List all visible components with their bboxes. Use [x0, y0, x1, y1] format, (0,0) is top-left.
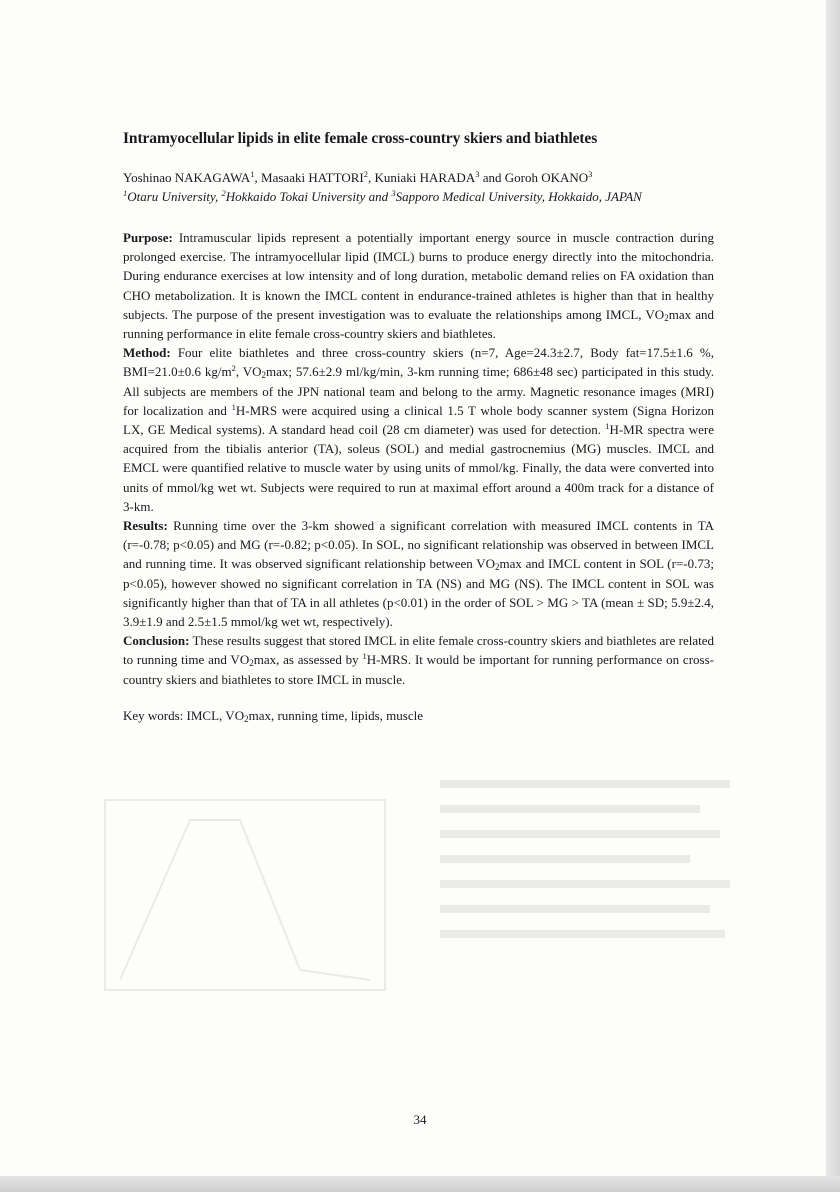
section-heading: Method: [123, 345, 171, 361]
section-text: Running time over the 3-km showed a significant correlation with measured IMCL contents in TA (r=-0.78; p<0.05) and MG (r=-0.82; p<0.05). In SOL, no significant relationship was observed in between IMCL and running time. It was observed significant relationship between VO [123, 518, 714, 572]
superscript: 1 [605, 421, 610, 432]
affiliation-list [123, 187, 714, 206]
section-text: Four elite biathletes and three cross-country skiers (n=7, Age=24.3±2.7, Body fat=17.5±1.6 %, BMI=21.0±0.6 kg/m [123, 345, 714, 380]
section-text: max, as assessed by [253, 652, 363, 668]
subscript: 2 [495, 562, 500, 573]
author-name: Kuniaki HARADA [374, 170, 476, 185]
section-text: , VO [235, 364, 262, 380]
results-section [123, 516, 714, 631]
keywords-text: max, running time, lipids, muscle [248, 707, 423, 723]
scan-edge-right [826, 0, 840, 1192]
author-list [123, 168, 714, 187]
affiliation-marker: 3 [391, 188, 396, 198]
superscript: 1 [362, 651, 367, 662]
affiliation-text: Otaru University, [127, 189, 222, 204]
keywords-text: Key words: IMCL, VO [123, 707, 245, 723]
author-separator: , [367, 170, 375, 185]
section-heading: Conclusion: [123, 633, 190, 649]
author-name: Masaaki HATTORI [261, 170, 364, 185]
section-heading: Purpose: [123, 230, 173, 245]
superscript: 1 [231, 401, 236, 412]
section-text: H-MRS were acquired using a clinical 1.5 T whole body scanner system (Signa Horizon LX, GE Medical systems). A standard head coil (28 cm diameter) was used for detection. [123, 402, 714, 438]
affiliation-text: Sapporo Medical University, Hokkaido, JAPAN [395, 189, 642, 204]
author-affiliation-marker: 1 [250, 169, 255, 179]
affiliation-marker: 2 [221, 188, 226, 198]
bleed-through-figure [100, 780, 740, 1080]
section-text: max; 57.6±2.9 ml/kg/min, 3-km running time; 686±48 sec) participated in this study. All subjects are members of the JPN national team and belong to the army. Magnetic resonance images (MRI) for localization and [123, 364, 714, 418]
subscript: 2 [664, 312, 669, 323]
section-text: max and running performance in elite female cross-country skiers and biathletes. [123, 306, 714, 342]
scan-edge-bottom [0, 1176, 840, 1192]
abstract-body [123, 130, 714, 725]
subscript: 2 [244, 713, 249, 724]
keywords-line [123, 706, 714, 725]
affiliation-text: Hokkaido Tokai University and [225, 189, 392, 204]
author-affiliation-marker: 3 [475, 169, 480, 179]
author-separator: , [254, 170, 262, 185]
affiliation-marker: 1 [123, 188, 128, 198]
section-text: H-MRS. It would be important for running performance on cross-country skiers and biathletes to store IMCL in muscle. [123, 652, 714, 687]
section-text: Intramuscular lipids represent a potentially important energy source in muscle contraction during prolonged exercise. The intramyocellular lipid (IMCL) burns to produce energy directly into the mitochondria. During endurance exercises at low intensity and of long duration, metabolic demand relies on FA oxidation than CHO metabolization. It is known the IMCL content in endurance-trained athletes is higher than that in healthy subjects. The purpose of the present investigation was to evaluate the relationships among IMCL, VO [123, 230, 714, 322]
section-text: max and IMCL content in SOL (r=-0.73; p<0.05), however showed no significant correlation in TA (NS) and MG (NS). The IMCL content in SOL was significantly higher than that of TA in all athletes (p<0.01) in the order of SOL > MG > TA (mean ± SD; 5.9±2.4, 3.9±1.9 and 2.5±1.5 mmol/kg wet wt, respectively). [123, 556, 714, 630]
paper-title: Intramyocellular lipids in elite female cross-country skiers and biathletes [123, 130, 598, 147]
author-affiliation-marker: 2 [363, 169, 368, 179]
author-affiliation-marker: 3 [588, 169, 593, 179]
section-heading: Results: [123, 518, 168, 534]
author-separator: and [479, 170, 505, 185]
author-name: Yoshinao NAKAGAWA [123, 170, 251, 185]
method-section [123, 343, 714, 516]
purpose-section [123, 228, 714, 343]
page-number: 34 [413, 1112, 427, 1127]
author-name: Goroh OKANO [504, 170, 589, 185]
conclusion-section [123, 631, 714, 689]
section-text: These results suggest that stored IMCL in elite female cross-country skiers and biathletes are related to running time and VO [123, 633, 715, 668]
superscript: 2 [231, 363, 236, 374]
subscript: 2 [249, 658, 254, 669]
subscript: 2 [261, 370, 267, 381]
section-text: H-MR spectra were acquired from the tibialis anterior (TA), soleus (SOL) and medial gastrocnemius (MG) muscles. IMCL and EMCL were quantified relative to muscle water by using units of mmol/kg. Finally, the data were converted into units of mmol/kg wet wt. Subjects were required to run at maximal effort around a 400m track for a distance of 3-km. [123, 422, 714, 514]
